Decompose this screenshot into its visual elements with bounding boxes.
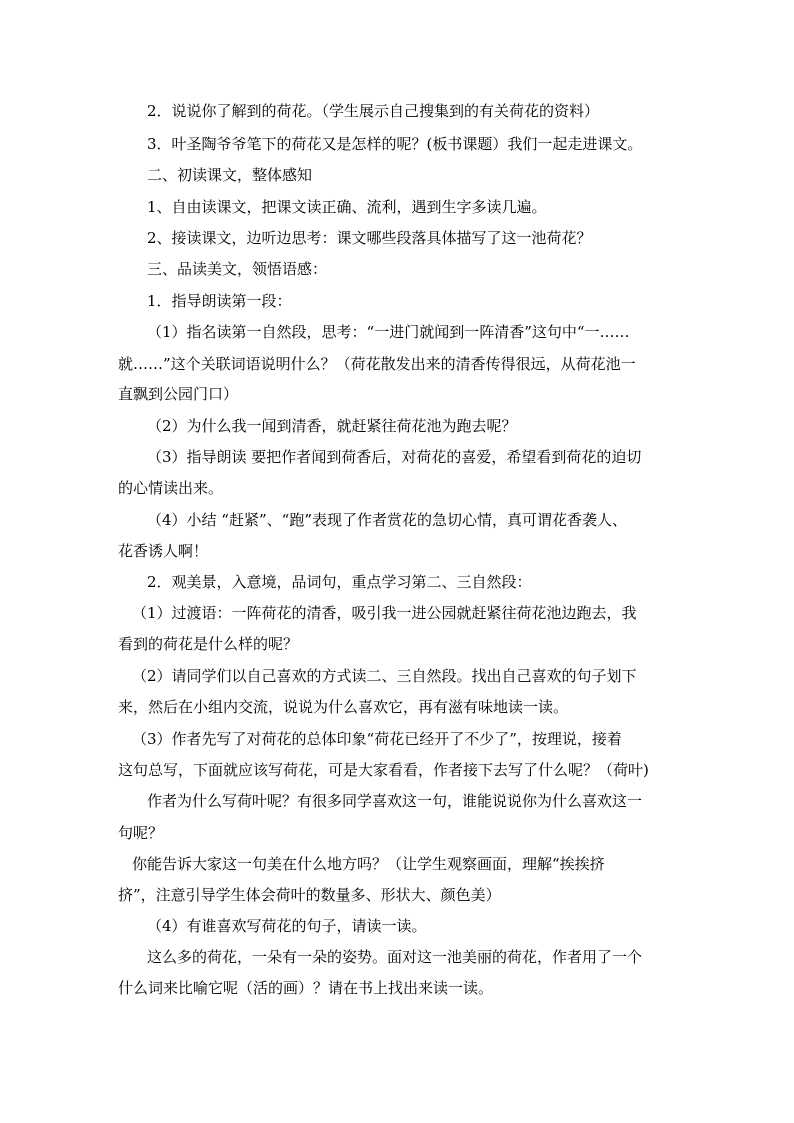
text-line: 这么多的荷花，一朵有一朵的姿势。面对这一池美丽的荷花，作者用了一个 bbox=[147, 948, 643, 966]
text-line: 2、接读课文，边听边思考：课文哪些段落具体描写了这一池荷花？ bbox=[147, 229, 592, 247]
text-line: 花香诱人啊！ bbox=[118, 542, 209, 560]
text-line: 1、自由读课文，把课文读正确、流利，遇到生字多读几遍。 bbox=[147, 198, 547, 216]
text-line: （2）为什么我一闻到清香，就赶紧往荷花池为跑去呢？ bbox=[147, 417, 517, 435]
section-heading: 二、初读课文，整体感知 bbox=[147, 166, 313, 184]
text-line: （1）过渡语：一阵荷花的清香，吸引我一进公园就赶紧往荷花池边跑去，我 bbox=[132, 604, 637, 622]
text-line: 1．指导朗读第一段： bbox=[147, 292, 292, 310]
text-line: 什么词来比喻它呢（活的画）？请在书上找出来读一读。 bbox=[118, 979, 494, 997]
text-line: 来，然后在小组内交流，说说为什么喜欢它，再有滋有味地读一读。 bbox=[118, 698, 569, 716]
text-line: （2）请同学们以自己喜欢的方式读二、三自然段。找出自己喜欢的句子划下 bbox=[132, 667, 637, 685]
text-line: （1）指名读第一自然段，思考：“一进门就闻到一阵清香”这句中“一…… bbox=[147, 323, 630, 341]
text-line: 3．叶圣陶爷爷笔下的荷花又是怎样的呢？(板书课题）我们一起走进课文。 bbox=[147, 135, 643, 153]
text-line: 句呢？ bbox=[118, 824, 164, 842]
text-line: 你能告诉大家这一句美在什么地方吗？（让学生观察画面，理解“挨挨挤 bbox=[132, 855, 605, 873]
text-line: 这句总写，下面就应该写荷花，可是大家看看，作者接下去写了什么呢？（荷叶) bbox=[118, 761, 649, 779]
text-line: 就……”这个关联词语说明什么？（荷花散发出来的清香传得很远，从荷花池一 bbox=[118, 355, 636, 373]
text-line: （4）小结 “赶紧”、“跑”表现了作者赏花的急切心情，真可谓花香袭人、 bbox=[147, 511, 627, 529]
text-line: 挤”，注意引导学生体会荷叶的数量多、形状大、颜色美） bbox=[118, 886, 501, 904]
text-line: 2．说说你了解到的荷花。（学生展示自己搜集到的有关荷花的资料） bbox=[147, 102, 600, 120]
text-line: 2．观美景，入意境，品词句，重点学习第二、三自然段： bbox=[147, 573, 532, 591]
text-line: （3）作者先写了对荷花的总体印象“荷花已经开了不少了”，按理说，接着 bbox=[132, 730, 622, 748]
text-line: （3）指导朗读 要把作者闻到荷香后，对荷花的喜爱，希望看到荷花的迫切 bbox=[147, 448, 642, 466]
text-line: 看到的荷花是什么样的呢？ bbox=[118, 635, 299, 653]
text-line: 直飘到公园门口） bbox=[118, 385, 239, 403]
text-line: （4）有谁喜欢写荷花的句子，请读一读。 bbox=[147, 917, 427, 935]
text-line: 作者为什么写荷叶呢？有很多同学喜欢这一句，谁能说说你为什么喜欢这一 bbox=[147, 792, 643, 810]
section-heading: 三、品读美文，领悟语感： bbox=[147, 260, 328, 278]
text-line: 的心情读出来。 bbox=[118, 479, 224, 497]
